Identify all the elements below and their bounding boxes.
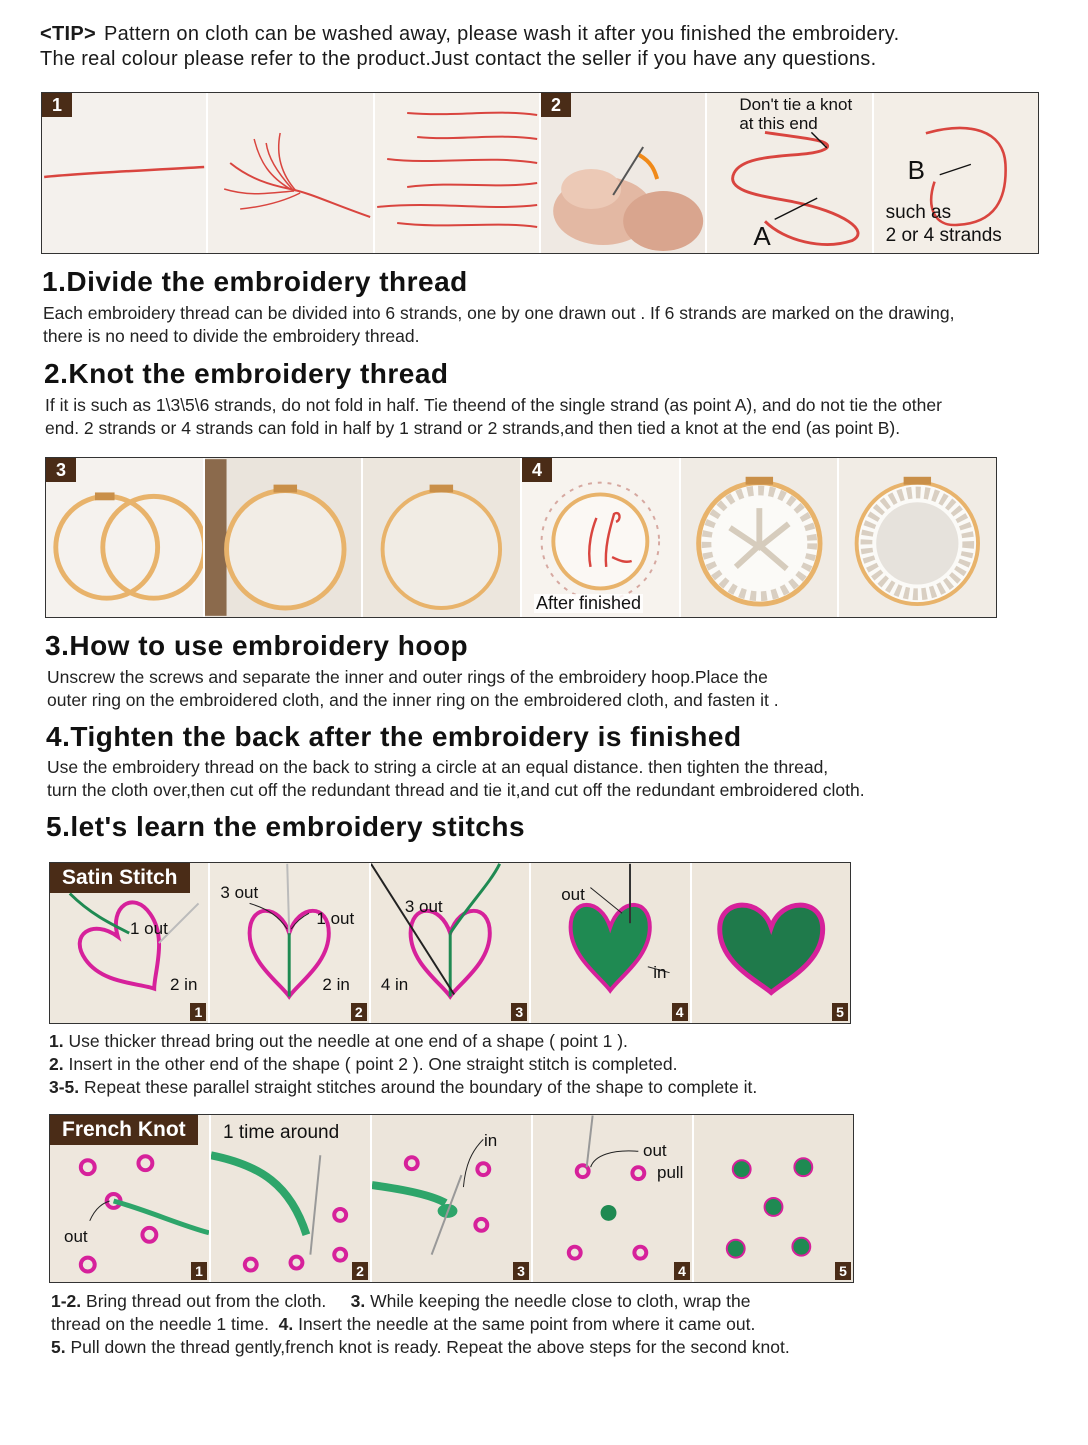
fastened-hoop-image [363,458,520,617]
section-3-text: Unscrew the screws and separate the inner and outer rings of the embroidery hoop.Place the outer ring on the embroidered cloth, and the inner ring on the embroidered cloth, and fasten it . [47,667,779,710]
hoop-photo-1 [46,458,205,617]
gathered-cloth-image [681,458,838,617]
satin-1-out-label: 1 out [130,919,168,938]
section-2-title: 2.Knot the embroidery thread [44,358,449,389]
splitting-thread-image [208,93,372,253]
satin-stitch-strip [49,862,851,1024]
section-4-text: Use the embroidery thread on the back to string a circle at an equal distance. then tighten the thread, turn the cloth over,then cut off the redundant thread and tie it,and cut off the redundant embroidered cloth. [47,757,865,800]
french-step-number-3: 3 [513,1262,529,1280]
after-finished-label: After finished [536,593,642,613]
tip-line-2: The real colour please refer to the product.Just contact the seller if you have any questions. [40,48,877,70]
french-step-line-3: 5. Pull down the thread gently,french knot is ready. Repeat the above steps for the second knot. [51,1337,790,1357]
french-step-line-1: 1-2. Bring thread out from the cloth. 3. While keeping the needle close to cloth, wrap the [51,1291,751,1311]
threading-needle-image [541,93,705,253]
french-steps [51,1290,1071,1359]
french-step-number-5: 5 [835,1262,851,1280]
satin-step-1: 1. Use thicker thread bring out the needle at one end of a shape ( point 1 ). [49,1031,628,1051]
hoop-photo-6 [839,458,996,617]
satin-photo-1 [50,863,210,1023]
section-4-title: 4.Tighten the back after the embroidery is finished [46,721,742,752]
satin-step-3: 3-5. Repeat these parallel straight stitches around the boundary of the shape to complete it. [49,1077,758,1097]
french-in-label: in [484,1131,498,1150]
satin-finished-heart-image [692,863,850,1023]
hoop-photo-strip [45,457,997,618]
french-photo-4 [533,1115,694,1282]
satin-out-label: out [561,885,585,904]
french-step-number-4: 4 [674,1262,690,1280]
satin-1-out-label-2: 1 out [316,909,355,928]
satin-photo-5 [692,863,850,1023]
satin-photo-2 [210,863,370,1023]
satin-step-number-1: 1 [190,1003,206,1021]
hoop-photo-4 [522,458,681,617]
french-step-3-image [372,1115,531,1282]
satin-in-label: in [653,963,667,982]
thread-photo-1 [42,93,208,253]
hoop-photo-3 [363,458,522,617]
satin-step-4-image [531,863,689,1023]
hoop-photo-2 [205,458,364,617]
satin-step-3-image [371,863,529,1023]
french-out-label: out [64,1227,88,1246]
french-step-line-2: thread on the needle 1 time. 4. Insert the needle at the same point from where it came out. [51,1314,756,1334]
french-knot-badge: French Knot [50,1115,198,1145]
french-step-number-1: 1 [191,1262,207,1280]
satin-stitch-badge: Satin Stitch [50,863,190,893]
french-finished-knots-image [694,1115,853,1282]
thread-photo-strip [41,92,1039,254]
thread-photo-5 [707,93,873,253]
point-a-label: A [753,221,771,251]
satin-4-in-label: 4 in [380,975,409,994]
satin-step-number-2: 2 [351,1003,367,1021]
six-strands-image [375,93,539,253]
french-out-label-2: out [643,1141,667,1160]
french-pull-label: pull [657,1163,684,1182]
satin-2-in-label-2: 2 in [322,975,350,994]
section-5-title: 5.let's learn the embroidery stitchs [46,811,526,842]
satin-photo-4 [531,863,691,1023]
hoop-photo-5 [681,458,840,617]
section-1-title: 1.Divide the embroidery thread [42,266,468,297]
satin-step-number-5: 5 [832,1003,848,1021]
no-knot-note: Don't tie a knot at this end [739,95,853,133]
strands-note: such as 2 or 4 strands [885,202,1002,246]
hoop-on-cloth-image [205,458,362,617]
step-number-2: 2 [541,93,571,117]
french-knot-strip [49,1114,854,1283]
section-3-title: 3.How to use embroidery hoop [45,630,469,661]
step-number-3: 3 [46,458,76,482]
thread-photo-6 [874,93,1038,253]
satin-3-out-label: 3 out [220,883,259,902]
satin-step-number-4: 4 [672,1003,688,1021]
tip-label: <TIP> [40,23,96,45]
satin-step-2: 2. Insert in the other end of the shape ( point 2 ). One straight stitch is completed. [49,1054,678,1074]
satin-3-out-label-3: 3 out [404,897,443,916]
french-step-4-image [533,1115,692,1282]
satin-2-in-label: 2 in [170,975,198,994]
french-step-number-2: 2 [352,1262,368,1280]
french-photo-1 [50,1115,211,1282]
french-photo-5 [694,1115,853,1282]
tip-line-1: Pattern on cloth can be washed away, please wash it after you finished the embroidery. [103,23,900,45]
finished-back-image [839,458,996,617]
one-time-around-label: 1 time around [223,1122,340,1143]
step-number-1: 1 [42,93,72,117]
thread-photo-3 [375,93,541,253]
thread-photo-2 [208,93,374,253]
step-number-4: 4 [522,458,552,482]
section-2-text: If it is such as 1\3\5\6 strands, do not fold in half. Tie theend of the single strand (as point A), and do not tie the other end. 2 strands or 4 strands can fold in half by 1 strand or 2 strands,and then tied a knot at the end (as point B). [45,395,942,438]
thread-photo-4 [541,93,707,253]
french-photo-2 [211,1115,372,1282]
section-1-text: Each embroidery thread can be divided into 6 strands, one by one drawn out . If 6 strands are marked on the drawing, there is no need to divide the embroidery thread. [43,303,955,346]
french-photo-3 [372,1115,533,1282]
single-thread-image [42,93,206,253]
satin-photo-3 [371,863,531,1023]
satin-step-number-3: 3 [511,1003,527,1021]
point-b-label: B [907,155,925,185]
tip-block [40,22,1050,72]
satin-steps [49,1030,1049,1099]
